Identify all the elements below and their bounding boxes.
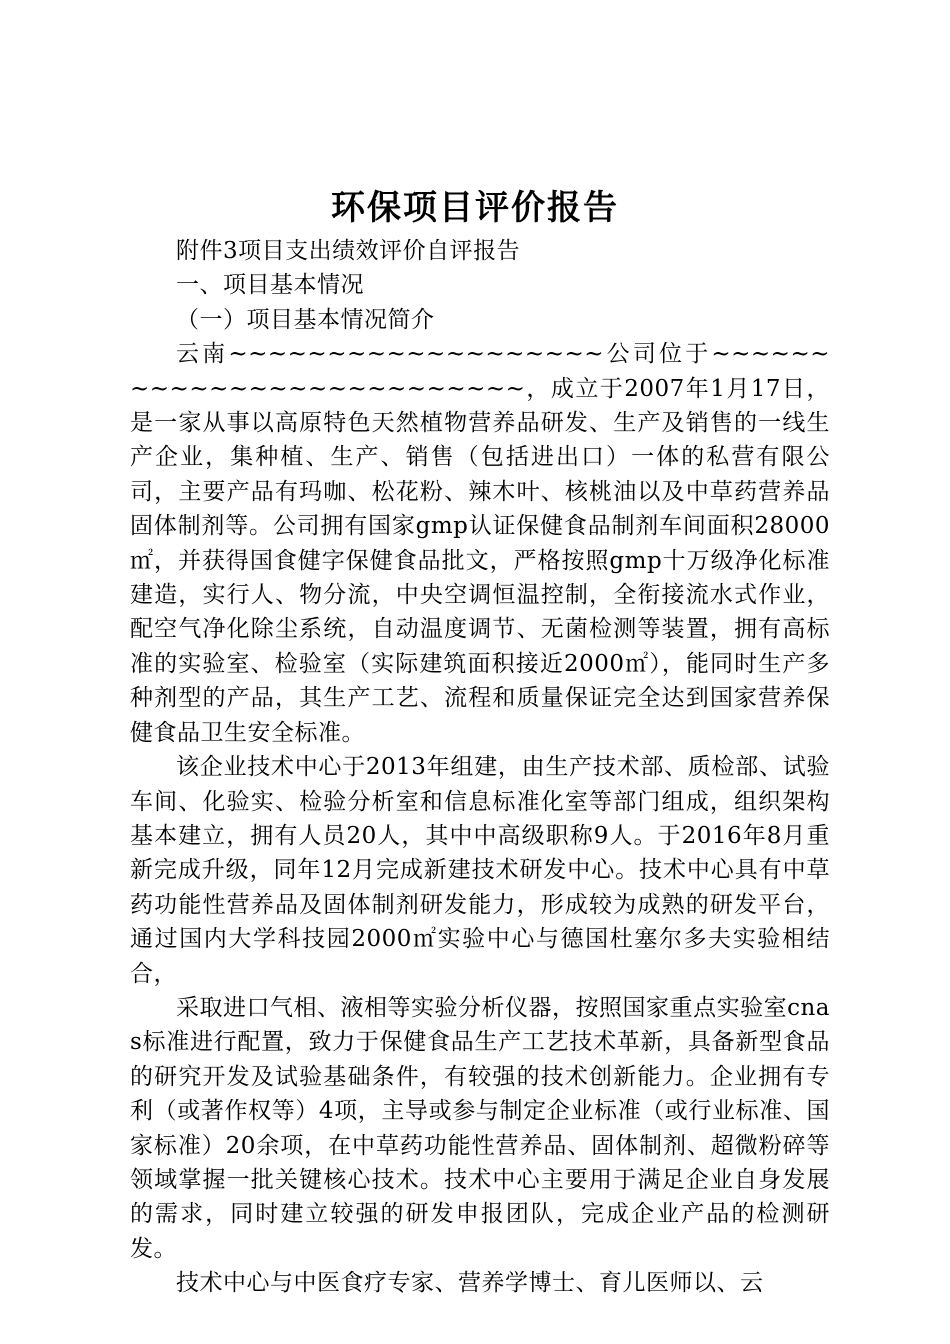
body-paragraph: 该企业技术中心于2013年组建，由生产技术部、质检部、试验车间、化验实、检验分析室和信息标准化室等部门组成，组织架构基本建立，拥有人员20人，其中中高级职称9人。于2016年8月重新完成升级，同年12月完成新建技术研发中心。技术中心具有中草药功能性营养品及固体制剂研发能力，形成较为成熟的研发平台，通过国内大学科技园2000㎡实验中心与德国杜塞尔多夫实验相结合， (130, 754, 830, 987)
document-title: 环保项目评价报告 (331, 188, 619, 228)
body-paragraph: 技术中心与中医食疗专家、营养学博士、育儿医师以、云 (176, 1270, 764, 1297)
body-paragraph: 云南~~~~~~~~~~~~~~~~~~~公司位于~~~~~~~~~~~~~~~~~~~~~~~~~~，成立于2007年1月17日，是一家从事以高原特色天然植物营养品研发、生产及销售的一线生产企业，集种植、生产、销售（包括进出口）一体的私营有限公司，主要产品有玛咖、松花粉、辣木叶、核桃油以及中草药营养品固体制剂等。公司拥有国家gmp认证保健食品制剂车间面积28000㎡，并获得国食健字保健食品批文，严格按照gmp十万级净化标准建造，实行人、物分流，中央空调恒温控制，全衔接流水式作业，配空气净化除尘系统，自动温度调节、无菌检测等装置，拥有高标准的实验室、检验室（实际建筑面积接近2000㎡），能同时生产多种剂型的产品，其生产工艺、流程和质量保证完全达到国家营养保健食品卫生安全标准。 (130, 341, 830, 746)
section-heading: 一、项目基本情况 (176, 272, 364, 299)
subsection-heading: （一）项目基本情况简介 (176, 306, 435, 333)
body-paragraph: 采取进口气相、液相等实验分析仪器，按照国家重点实验室cnas标准进行配置，致力于保健食品生产工艺技术革新，具备新型食品的研究开发及试验基础条件，有较强的技术创新能力。企业拥有专利（或著作权等）4项，主导或参与制定企业标准（或行业标准、国家标准）20余项，在中草药功能性营养品、固体制剂、超微粉碎等领域掌握一批关键核心技术。技术中心主要用于满足企业自身发展的需求，同时建立较强的研发申报团队，完成企业产品的检测研发。 (130, 994, 830, 1262)
document-body (130, 234, 830, 1301)
attachment-line: 附件3项目支出绩效评价自评报告 (176, 238, 521, 264)
